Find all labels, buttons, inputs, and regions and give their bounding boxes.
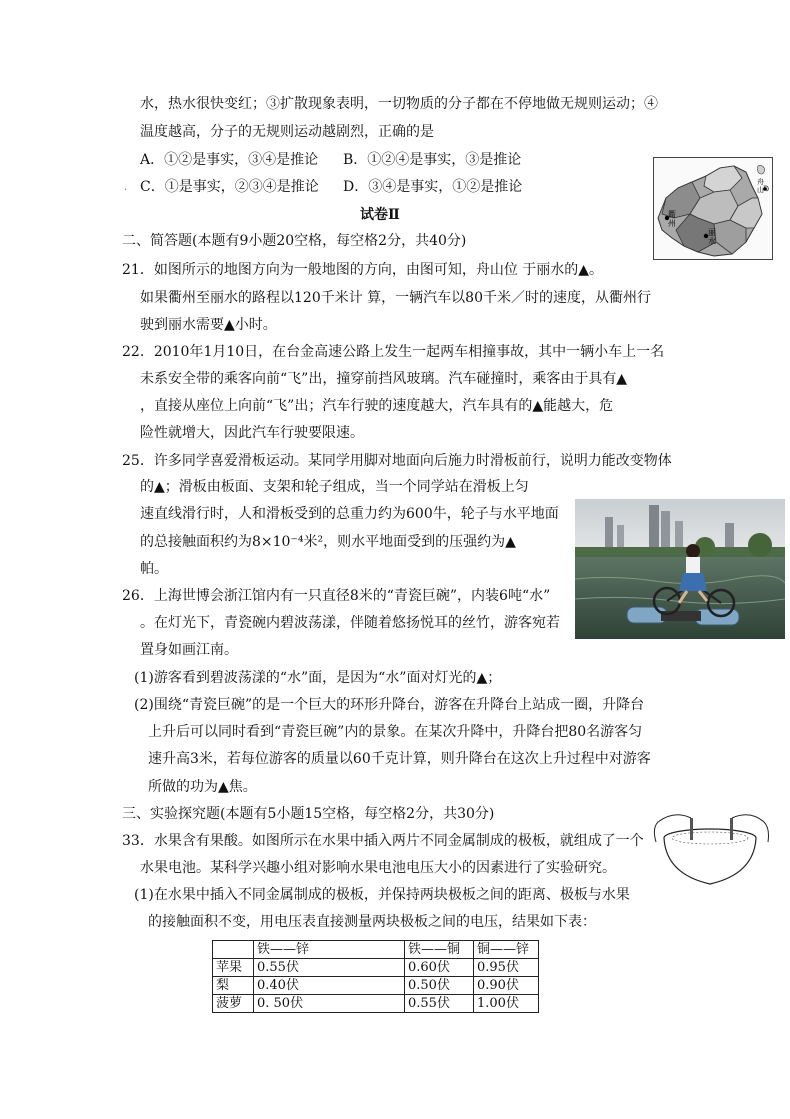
table-cell: 0.90伏: [474, 977, 539, 995]
q26-sub1: (1)游客看到碧波荡漾的“水”面，是因为“水”面对灯光的▲；: [134, 670, 502, 686]
fruit-svg: [650, 812, 775, 888]
table-row: [213, 959, 539, 977]
map-label-lishui: 丽水: [708, 228, 716, 246]
q20-option-c: C．①是事实，②③④是推论: [140, 179, 319, 195]
q25-line2: 的▲；滑板由板面、支架和轮子组成，当一个同学站在滑板上匀: [140, 479, 529, 495]
fruit-battery-figure: [650, 812, 775, 888]
q22-line1: 22．2010年1月10日，在台金高速公路上发生一起两车相撞事故，其中一辆小车上一名: [122, 344, 665, 360]
q20-option-a: A．①②是事实，③④是推论: [140, 152, 319, 168]
paper2-title: 试卷Ⅱ: [360, 207, 400, 223]
q33-sub1-line2: 的接触面积不变，用电压表直接测量两块极板之间的电压，结果如下表：: [148, 914, 596, 930]
table-cell: 0.95伏: [474, 959, 539, 977]
q25-line4: 的总接触面积约为8×10⁻⁴米²，则水平地面受到的压强约为▲: [140, 534, 516, 550]
map-label-zhoushan: 舟山: [757, 178, 764, 194]
table-header-row: [213, 941, 539, 959]
q21-line3: 驶到丽水需要▲小时。: [140, 317, 277, 333]
table-header-cell: 铁——铜: [405, 941, 474, 959]
q26-sub2-line3: 速升高3米，若每位游客的质量以60千克计算，则升降台在这次上升过程中对游客: [148, 751, 651, 767]
q22-line2: 未系安全带的乘客向前“飞”出，撞穿前挡风玻璃。汽车碰撞时，乘客由于具有▲: [140, 371, 628, 387]
q21-line1: 21．如图所示的地图方向为一般地图的方向，由图可知，舟山位 于丽水的▲。: [122, 262, 604, 278]
table-cell: 苹果: [213, 959, 254, 977]
q26-line1: 26．上海世博会浙江馆内有一只直径8米的“青瓷巨碗”，内装6吨“水”: [122, 588, 551, 604]
section2-heading: 二、简答题(本题有9小题20空格，每空格2分，共40分): [122, 233, 467, 249]
q25-line1: 25．许多同学喜爱滑板运动。某同学用脚对地面向后施力时滑板前行，说明力能改变物体: [122, 453, 672, 469]
table-row: [213, 995, 539, 1013]
q26-sub2-line2: 上升后可以同时看到“青瓷巨碗”内的景象。在某次升降中，升降台把80名游客匀: [148, 724, 643, 740]
table-header-cell: 铁——锌: [254, 941, 405, 959]
q25-line3: 速直线滑行时，人和滑板受到的总重力约为600牛，轮子与水平地面: [140, 506, 559, 522]
q22-line3: ，直接从座位上向前“飞”出；汽车行驶的速度越大，汽车具有的▲能越大，危: [140, 398, 614, 414]
q26-sub2-line1: (2)围绕“青瓷巨碗”的是一个巨大的环形升降台，游客在升降台上站成一圈，升降台: [134, 697, 645, 713]
water-bike-photo: [575, 499, 785, 639]
q20-option-b: B．①②④是事实，③是推论: [343, 152, 522, 168]
table-cell: 0.40伏: [254, 977, 405, 995]
q22-line4: 险性就增大，因此汽车行驶要限速。: [140, 425, 364, 441]
q25-line5: 帕。: [140, 561, 168, 577]
q20-line1: 水，热水很快变红；③扩散现象表明，一切物质的分子都在不停地做无规则运动；④: [140, 96, 658, 112]
photo-svg: [575, 499, 785, 639]
table-cell: 梨: [213, 977, 254, 995]
section3-heading: 三、实验探究题(本题有5小题15空格，每空格2分，共30分): [122, 806, 495, 822]
table-cell: 菠萝: [213, 995, 254, 1013]
table-header-cell: 铜——锌: [474, 941, 539, 959]
table-cell: 0.60伏: [405, 959, 474, 977]
q26-line3: 置身如画江南。: [140, 642, 238, 658]
q33-line1: 33．水果含有果酸。如图所示在水果中插入两片不同金属制成的极板，就组成了一个: [122, 833, 644, 849]
table-header-cell: [213, 941, 254, 959]
q20-line2: 温度越高，分子的无规则运动越剧烈，正确的是: [140, 124, 434, 140]
map-label-quzhou: 衢州: [668, 210, 676, 228]
table-cell: 0.55伏: [254, 959, 405, 977]
fruit-voltage-table: [212, 940, 539, 1013]
q26-line2: 。在灯光下，青瓷碗内碧波荡漾，伴随着悠扬悦耳的丝竹，游客宛若: [140, 615, 560, 631]
q20-option-d: D．③④是事实，①②是推论: [343, 179, 523, 195]
q26-sub2-line4: 所做的功为▲焦。: [148, 779, 257, 795]
table-cell: 0. 50伏: [254, 995, 405, 1013]
q33-sub1-line1: (1)在水果中插入不同金属制成的极板，并保持两块极板之间的距离、极板与水果: [134, 887, 630, 903]
margin-dot: .: [124, 182, 128, 193]
q21-line2: 如果衢州至丽水的路程以120千米计 算，一辆汽车以80千米／时的速度，从衢州行: [140, 290, 651, 306]
table-cell: 0.50伏: [405, 977, 474, 995]
table-row: [213, 977, 539, 995]
table-cell: 0.55伏: [405, 995, 474, 1013]
q33-line2: 水果电池。某科学兴趣小组对影响水果电池电压大小的因素进行了实验研究。: [140, 860, 616, 876]
table-cell: 1.00伏: [474, 995, 539, 1013]
zhejiang-map-figure: [653, 157, 773, 260]
